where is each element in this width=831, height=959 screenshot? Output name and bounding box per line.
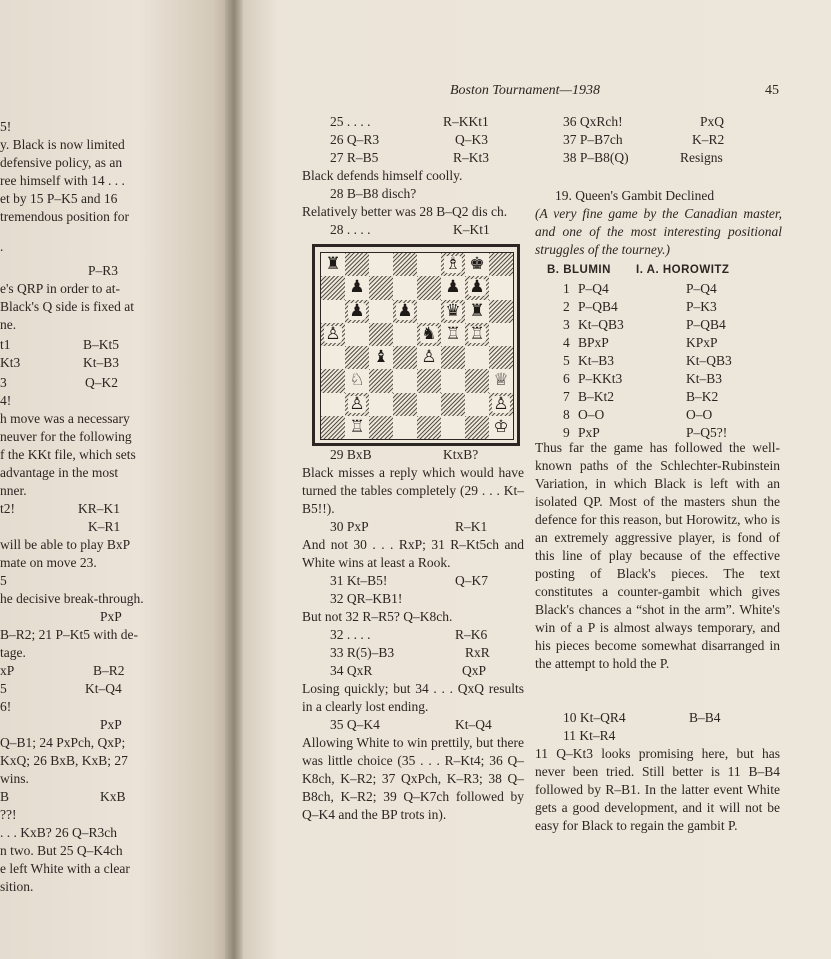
chess-square [489,323,513,346]
chess-piece-icon: ♖ [445,323,461,344]
left-page-text-fragment: advantage in the most [0,465,119,480]
chess-piece-square [465,323,489,346]
chess-square [417,393,441,416]
move-black: O–O [686,407,713,422]
chess-piece-square [345,276,369,299]
left-page-text-fragment: 5! [0,119,12,134]
chess-square [369,276,393,299]
move-number: 8 [563,407,570,422]
chess-piece-square [465,253,489,276]
left-page-text-fragment: neuver for the following [0,429,132,444]
move-10-black: B–B4 [689,710,721,725]
chess-piece-icon: ♟ [445,277,461,298]
left-page-text-fragment: et by 15 P–K5 and 16 [0,191,118,206]
left-page-text-fragment: defensive policy, as an [0,155,123,170]
move-30-black: R–K1 [455,519,488,534]
chess-board [320,252,514,440]
left-page-text-fragment: 6! [0,699,12,714]
move-28-cont: 28 . . . . [330,222,371,237]
left-page-text-fragment: ree himself with 14 . . . [0,173,125,188]
chess-square [465,416,489,439]
left-page-text-fragment: n two. But 25 Q–K4ch [0,843,123,858]
move-29-black: KtxB? [443,447,479,462]
move-number: 5 [563,353,570,368]
move-32-white: 32 QR–KB1! [330,591,403,606]
left-page-text-fragment: B–R2; 21 P–Kt5 with de- [0,627,139,642]
left-page-text-fragment: ne. [0,317,17,332]
left-page-text-fragment: . . . KxB? 26 Q–R3ch [0,825,117,840]
chess-square [321,300,345,323]
left-page-text-fragment: PxP [100,717,122,732]
left-page-text-fragment: KxB [100,789,126,804]
chess-piece-icon: ♟ [397,300,413,321]
chess-piece-square [417,346,441,369]
move-25-white: 25 . . . . [330,114,371,129]
chess-piece-square [441,323,465,346]
chess-square [489,253,513,276]
chess-piece-icon: ♞ [421,323,437,344]
move-black: P–QB4 [686,317,726,332]
move-black: P–K3 [686,299,717,314]
move-26-white: 26 Q–R3 [330,132,380,147]
move-33-white: 33 R(5)–B3 [330,645,395,660]
chess-square [369,369,393,392]
chess-square [369,253,393,276]
move-27-white: 27 R–B5 [330,150,379,165]
white-player: B. BLUMIN [547,264,611,276]
chess-square [393,393,417,416]
left-page-text-fragment: f the KKt file, which sets [0,447,136,462]
left-page-text-fragment: t2! [0,501,15,516]
left-page-text-fragment: t1 [0,337,11,352]
move-38-white: 38 P–B8(Q) [563,150,629,165]
chess-square [417,276,441,299]
left-page-text-fragment: tremendous position for [0,209,129,224]
move-25-black: R–KKt1 [443,114,489,129]
chess-piece-square [393,300,417,323]
left-page-text-fragment: 3 [0,375,7,390]
move-37-white: 37 P–B7ch [563,132,623,147]
move-30-white: 30 PxP [330,519,369,534]
move-number: 2 [563,299,570,314]
left-page-text-fragment: y. Black is now limited [0,137,125,152]
annotation: Losing quickly; but 34 . . . QxQ results in a clearly lost ending. [302,681,524,714]
chess-piece-square [321,253,345,276]
move-white: P–Q4 [578,281,609,296]
move-number: 3 [563,317,570,332]
move-number: 1 [563,281,570,296]
chess-square [345,346,369,369]
game-intro: (A very fine game by the Canadian master, and one of the most interesting positional struggles of the tourney.) [535,206,782,257]
chess-piece-square [441,300,465,323]
annotation: But not 32 R–R5? Q–K8ch. [302,609,453,624]
chess-square [345,323,369,346]
annotation: Black defends himself coolly. [302,168,463,183]
left-page-text-fragment: . [0,239,4,254]
move-number: 6 [563,371,570,386]
game-title: 19. Queen's Gambit Declined [555,188,715,203]
move-31-white: 31 Kt–B5! [330,573,388,588]
left-page-text-fragment: Q–B1; 24 PxPch, QxP; [0,735,126,750]
left-page-text-fragment: Kt–B3 [83,355,120,370]
chess-piece-icon: ♟ [349,300,365,321]
chess-piece-square [465,300,489,323]
chess-square [465,346,489,369]
move-number: 4 [563,335,570,350]
chess-piece-icon: ♙ [325,323,341,344]
left-page [0,0,232,959]
chess-piece-icon: ♕ [493,370,509,391]
chess-piece-icon: ♖ [349,416,365,437]
chess-piece-icon: ♟ [469,277,485,298]
annotation: Black misses a reply which would have turned the tables completely (29 . . . Kt–B5!!). [302,465,524,516]
left-page-text-fragment: wins. [0,771,29,786]
chess-square [321,416,345,439]
chess-piece-square [369,346,393,369]
left-page-text-fragment: ??! [0,807,17,822]
chess-piece-icon: ♖ [469,323,485,344]
chess-square [321,276,345,299]
move-33-black: RxR [465,645,490,660]
move-34-white: 34 QxR [330,663,373,678]
chess-square [393,253,417,276]
left-page-text-fragment: e's QRP in order to at- [0,281,121,296]
chess-square [441,346,465,369]
move-white: Kt–QB3 [578,317,624,332]
chess-square [441,416,465,439]
running-head: Boston Tournament—1938 [450,83,601,98]
annotation: And not 30 . . . RxP; 31 R–Kt5ch and White wins at least a Rook. [302,537,524,570]
chess-square [393,346,417,369]
move-26-black: Q–K3 [455,132,488,147]
move-37-black: K–R2 [692,132,725,147]
chess-square [393,416,417,439]
left-page-text-fragment: nner. [0,483,27,498]
chess-piece-square [441,253,465,276]
annotation: Allowing White to win prettily, but there was little choice (35 . . . R–Kt4; 36 Q–K8ch, K–R2; 37 QxPch, K–R3; 38 Q–B8ch, K–R2; 39 Q–K7ch followed by Q–K4 and the BP trots in). [302,735,524,822]
chess-piece-icon: ♜ [469,300,485,321]
chess-piece-icon: ♙ [349,393,365,414]
move-black: P–Q5?! [686,425,728,440]
chess-piece-icon: ♔ [493,416,509,437]
move-black: KPxP [686,335,718,350]
chess-piece-icon: ♗ [445,254,461,275]
chess-square [417,416,441,439]
chess-piece-icon: ♛ [445,300,461,321]
chess-piece-square [489,369,513,392]
annotation: 11 Q–Kt3 looks promising here, but has never been tried. Still better is 11 B–B4 followed by R–B1. In the latter event White gets a good development, and it will not be easy for Black to regain the gambit P. [535,746,780,833]
chess-square [369,300,393,323]
left-page-text-fragment: B–R2 [93,663,125,678]
left-page-text-fragment: B [0,789,10,804]
left-page-text-fragment: K–R1 [88,519,121,534]
chess-square [321,369,345,392]
left-page-text-fragment: tage. [0,645,26,660]
left-page-text-fragment: 4! [0,393,12,408]
move-number: 9 [563,425,570,440]
left-page-text-fragment: sition. [0,879,34,894]
left-page-text-fragment: xP [0,663,15,678]
chess-square [417,300,441,323]
move-black: P–Q4 [686,281,717,296]
left-page-text-fragment: KxQ; 26 BxB, KxB; 27 [0,753,128,768]
chess-piece-icon: ♝ [373,347,389,368]
move-29-white: 29 BxB [330,447,372,462]
move-35-black: Kt–Q4 [455,717,492,732]
move-32-black: R–K6 [455,627,488,642]
chess-piece-square [489,393,513,416]
move-35-white: 35 Q–K4 [330,717,380,732]
chess-piece-icon: ♘ [349,370,365,391]
move-number: 7 [563,389,570,404]
chess-piece-square [321,323,345,346]
move-white: O–O [578,407,605,422]
left-page-text-fragment: Q–K2 [85,375,118,390]
chess-piece-square [345,369,369,392]
chess-square [321,346,345,369]
move-32-cont: 32 . . . . [330,627,371,642]
left-page-text-fragment: PxP [100,609,122,624]
chess-square [393,369,417,392]
left-page-text-fragment: e left White with a clear [0,861,130,876]
left-page-text-fragment: mate on move 23. [0,555,97,570]
chess-piece-icon: ♜ [325,254,341,275]
book-gutter [225,0,245,959]
page-number: 45 [765,83,779,98]
move-white: Kt–B3 [578,353,615,368]
move-27-black: R–Kt3 [453,150,490,165]
move-white: PxP [578,425,600,440]
move-36-black: PxQ [700,114,725,129]
chess-square [345,253,369,276]
chess-diagram [312,244,520,446]
chess-square [417,369,441,392]
move-white: B–Kt2 [578,389,615,404]
chess-piece-icon: ♙ [493,393,509,414]
annotation: Thus far the game has followed the well-known paths of the Schlechter-Rubinstein Variation, in which Black is left with an isolated QP. Most of the masters shun the defence for this reason, but Horowitz, who is an extremely aggressive player, is fond of this line of play because of the effective posting of Black's pieces. The text constitutes a counter-gambit which gives Black's chances a “shot in the arm”. White's win of a P is almost always temporary, and his pieces become somewhat disarranged in the attempt to hold the P. [535,440,780,671]
left-page-text-fragment: will be able to play BxP [0,537,131,552]
chess-square [465,393,489,416]
chess-piece-icon: ♚ [469,254,485,275]
chess-square [489,300,513,323]
left-page-text-fragment: 5 [0,573,7,588]
annotation: Relatively better was 28 B–Q2 dis ch. [302,204,508,219]
left-page-text-fragment: KR–K1 [78,501,121,516]
chess-square [441,369,465,392]
move-38-black: Resigns [680,150,723,165]
left-page-text-fragment: P–R3 [88,263,119,278]
left-page-text-fragment: Kt3 [0,355,21,370]
chess-square [369,416,393,439]
chess-piece-square [441,276,465,299]
move-white: P–KKt3 [578,371,623,386]
left-page-text-fragment: B–Kt5 [83,337,120,352]
move-white: P–QB4 [578,299,618,314]
move-11-white: 11 Kt–R4 [563,728,616,743]
move-black: Kt–QB3 [686,353,732,368]
left-page-text-fragment: Black's Q side is fixed at [0,299,135,314]
chess-square [393,276,417,299]
chess-square [321,393,345,416]
move-10-white: 10 Kt–QR4 [563,710,626,725]
left-page-text-fragment: 5 [0,681,7,696]
chess-square [489,276,513,299]
chess-piece-icon: ♟ [349,277,365,298]
chess-piece-square [489,416,513,439]
move-31-black: Q–K7 [455,573,488,588]
left-page-text-fragment: h move was a necessary [0,411,130,426]
move-28-white: 28 B–B8 disch? [330,186,417,201]
move-28-black: K–Kt1 [453,222,490,237]
black-player: I. A. HOROWITZ [636,264,730,276]
chess-piece-square [465,276,489,299]
chess-square [489,346,513,369]
move-black: Kt–B3 [686,371,723,386]
move-36-white: 36 QxRch! [563,114,623,129]
move-white: BPxP [578,335,609,350]
chess-square [417,253,441,276]
chess-piece-icon: ♙ [421,347,437,368]
chess-piece-square [345,300,369,323]
chess-square [393,323,417,346]
chess-square [465,369,489,392]
left-page-text-fragment: Kt–Q4 [85,681,122,696]
move-34-black: QxP [462,663,487,678]
chess-square [369,393,393,416]
chess-piece-square [345,416,369,439]
move-black: B–K2 [686,389,719,404]
chess-piece-square [417,323,441,346]
chess-square [369,323,393,346]
left-page-text-fragment: he decisive break-through. [0,591,144,606]
chess-piece-square [345,393,369,416]
chess-square [441,393,465,416]
